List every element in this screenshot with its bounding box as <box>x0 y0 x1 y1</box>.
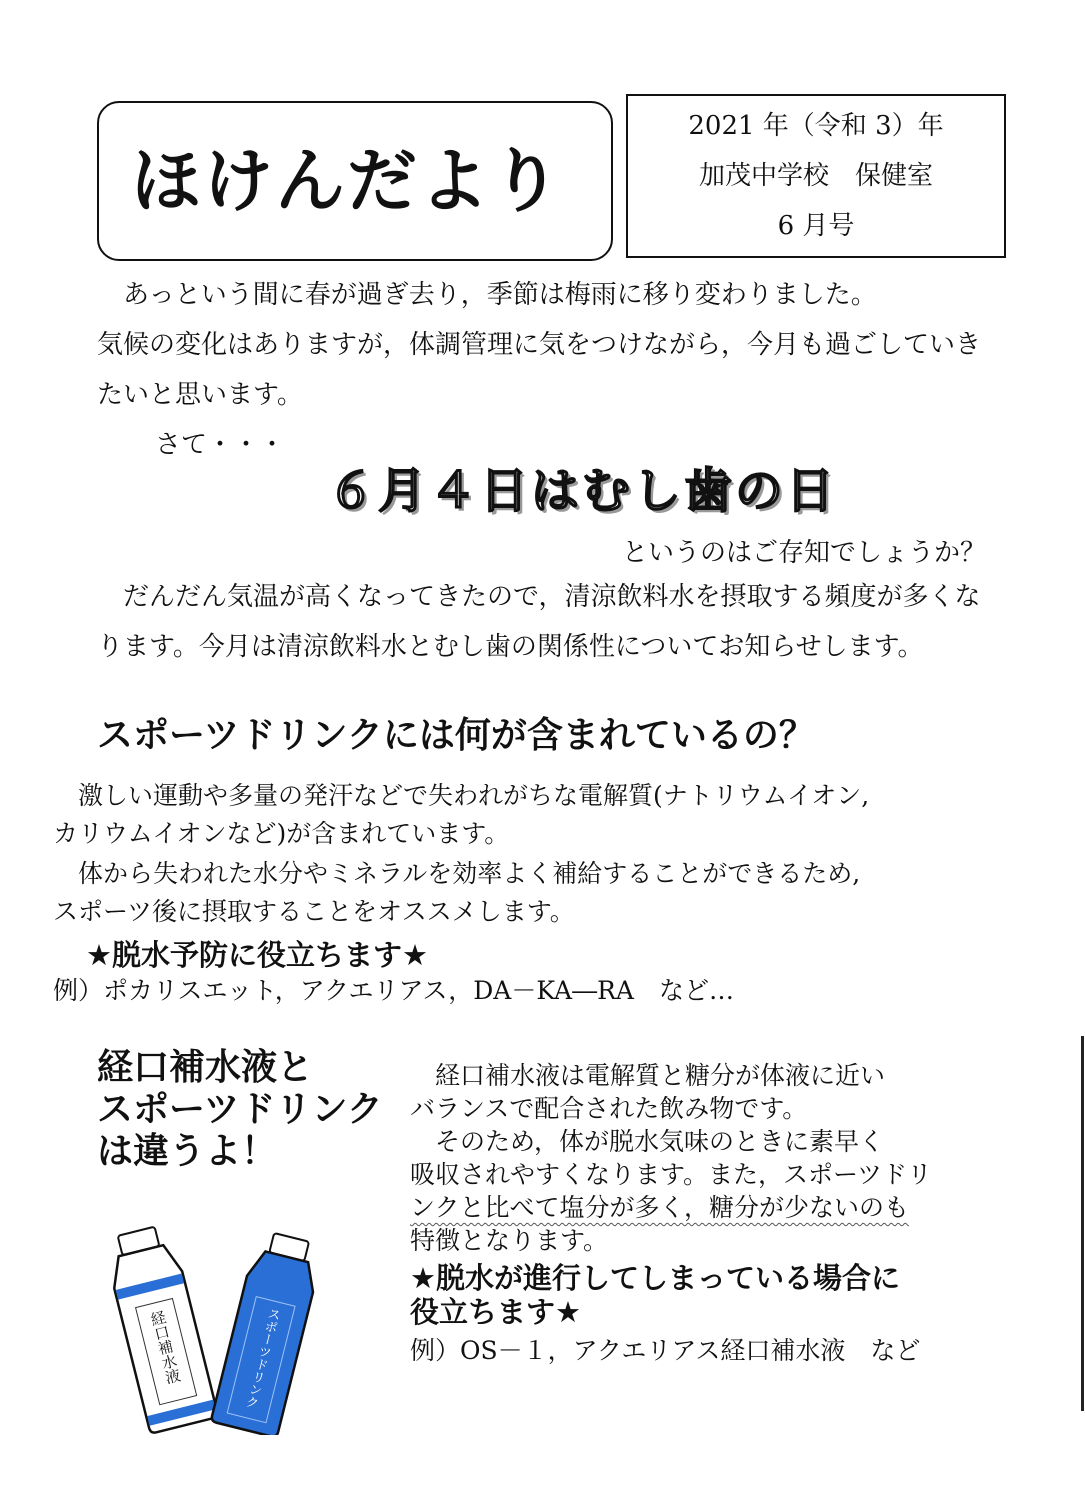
sports-bottle-label: スポーツドリンク <box>241 1305 282 1410</box>
ors-heading-line-1: 経口補水液と <box>97 1047 314 1088</box>
intro-line-1: あっという間に春が過ぎ去り，季節は梅雨に移り変わりました。 <box>97 280 877 310</box>
ors-bottle-label: 経口補水液 <box>147 1308 183 1386</box>
sports-heading: スポーツドリンクには何が含まれているの？ <box>97 715 815 756</box>
ors-heading-line-3: は違うよ！ <box>97 1131 278 1172</box>
ors-line-1: 経口補水液は電解質と糖分が体液に近い <box>410 1061 886 1090</box>
ors-benefit-line-1: ★脱水が進行してしまっている場合に <box>410 1261 900 1295</box>
ors-benefit-line-2: 役立ちます★ <box>410 1295 581 1329</box>
ors-heading <box>97 1047 383 1173</box>
sports-example: 例）ポカリスエット，アクエリアス，DA－KA―RA など… <box>53 976 734 1005</box>
sports-line-4: スポーツ後に摂取することをオススメします。 <box>53 897 575 926</box>
intro-line-4: だんだん気温が高くなってきたので，清涼飲料水を摂取する頻度が多くな <box>97 582 981 612</box>
intro-line-5: ります。今月は清涼飲料水とむし歯の関係性についてお知らせします。 <box>97 632 924 662</box>
intro-lead: さて・・・ <box>155 430 286 460</box>
bottles-illustration <box>100 1220 330 1435</box>
sports-bottle-icon <box>211 1229 325 1435</box>
issue-year: 2021 年（令和 3）年 <box>688 111 944 141</box>
intro-line-3: たいと思います。 <box>97 380 303 410</box>
intro-question: というのはご存知でしょうか？ <box>622 538 987 568</box>
sports-line-1: 激しい運動や多量の発汗などで失われがちな電解質(ナトリウムイオン, <box>53 781 870 810</box>
newsletter-title: ほけんだより <box>131 140 563 222</box>
ors-line-3: そのため，体が脱水気味のときに素早く <box>410 1127 885 1156</box>
issue-school: 加茂中学校 保健室 <box>698 161 933 191</box>
ors-line-5: ンクと比べて塩分が多く，糖分が少ないのも <box>410 1193 910 1222</box>
headline-cavity-day: ６月４日はむし歯の日 <box>327 463 838 519</box>
title-box <box>97 101 613 261</box>
sports-benefit: ★脱水予防に役立ちます★ <box>86 938 428 972</box>
sports-line-2: カリウムイオンなど)が含まれています。 <box>53 819 510 848</box>
ors-bottle-icon <box>102 1223 218 1434</box>
issue-month: 6 月号 <box>777 211 855 241</box>
ors-line-6: 特徴となります。 <box>410 1226 609 1255</box>
ors-example: 例）OS－１，アクエリアス経口補水液 など <box>410 1336 921 1365</box>
ors-line-4: 吸収されやすくなります。また，スポーツドリ <box>410 1160 933 1189</box>
ors-heading-line-2: スポーツドリンク <box>97 1089 383 1130</box>
intro-line-2: 気候の変化はありますが，体調管理に気をつけながら，今月も過ごしていき <box>97 330 982 360</box>
right-edge-rule <box>1081 1036 1084 1411</box>
ors-line-2: バランスで配合された飲み物です。 <box>410 1094 808 1123</box>
sports-line-3: 体から失われた水分やミネラルを効率よく補給することができるため, <box>53 859 861 888</box>
issue-info-box <box>626 94 1006 258</box>
